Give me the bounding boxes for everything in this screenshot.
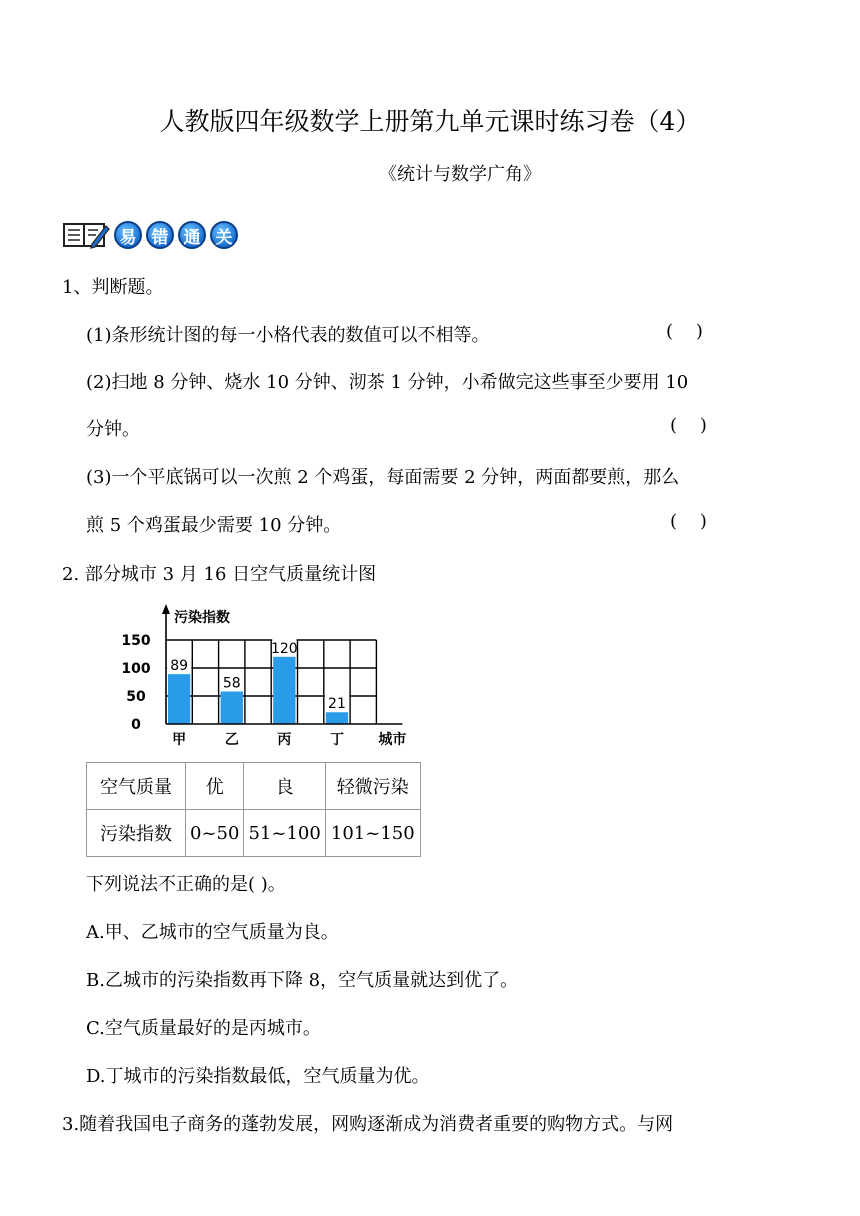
air-quality-chart [100,602,410,752]
y-tick-label: 50 [126,689,146,705]
q1-item-3-text-cont: 煎 5 个鸡蛋最少需要 10 分钟。 [86,515,342,536]
page-title: 人教版四年级数学上册第九单元课时练习卷（4） [159,107,701,136]
data-label: 89 [170,658,189,675]
table-cell: 良 [244,763,325,810]
q2-option-a[interactable]: A.甲、乙城市的空气质量为良。 [86,922,339,943]
bar [221,692,243,724]
table-cell: 优 [186,763,244,810]
bar [168,674,190,724]
y-tick-label: 0 [131,717,141,733]
q1-item-3-text: (3)一个平底锅可以一次煎 2 个鸡蛋，每面需要 2 分钟，两面都要煎，那么 [86,467,680,488]
table-row [87,810,421,857]
x-tick-label: 乙 [224,732,239,748]
y-tick-label: 150 [121,633,151,649]
badge-char: 关 [210,221,238,249]
table-cell: 轻微污染 [325,763,420,810]
book-pencil-icon [62,220,110,250]
y-axis-arrow [162,604,170,614]
table-cell: 0~50 [186,810,244,857]
badge-char: 易 [114,221,142,249]
q1-item-2-text-cont: 分钟。 [86,419,140,440]
x-tick-label: 丁 [329,732,344,748]
bar [273,657,295,724]
q1-item-2-answer[interactable]: ( ) [670,415,707,436]
q2-option-b[interactable]: B.乙城市的污染指数再下降 8，空气质量就达到优了。 [86,970,519,991]
q1-item-3-answer[interactable]: ( ) [670,511,707,532]
badge-char: 错 [146,221,174,249]
air-quality-table [86,762,421,857]
data-label: 21 [328,696,346,713]
q2-option-d[interactable]: D.丁城市的污染指数最低，空气质量为优。 [86,1066,430,1087]
data-label: 120 [270,640,298,657]
table-cell: 101~150 [325,810,420,857]
q1-item-1-text: (1)条形统计图的每一小格代表的数值可以不相等。 [86,325,490,346]
q3-text: 3.随着我国电子商务的蓬勃发展，网购逐渐成为消费者重要的购物方式。与网 [62,1114,674,1135]
q1-heading: 1、判断题。 [62,277,164,298]
y-axis-label: 污染指数 [174,610,230,626]
q2-option-c[interactable]: C.空气质量最好的是丙城市。 [86,1018,321,1039]
bar [326,712,348,724]
q1-item-2-text: (2)扫地 8 分钟、烧水 10 分钟、沏茶 1 分钟，小希做完这些事至少要用 10 [86,372,689,393]
table-row [87,763,421,810]
q1-item-1-answer[interactable]: ( ) [666,321,703,342]
x-tick-label: 丙 [277,732,292,748]
q2-question: 下列说法不正确的是( )。 [86,874,286,895]
table-cell: 空气质量 [87,763,186,810]
x-tick-label: 甲 [172,732,187,748]
table-cell: 污染指数 [87,810,186,857]
page-subtitle: 《统计与数学广角》 [379,164,541,185]
section-badge [62,218,238,252]
data-label: 58 [222,675,241,692]
badge-char: 通 [178,221,206,249]
x-axis-label: 城市 [378,732,407,748]
y-tick-label: 100 [121,661,151,677]
q2-heading: 2. 部分城市 3 月 16 日空气质量统计图 [62,564,377,585]
table-cell: 51~100 [244,810,325,857]
